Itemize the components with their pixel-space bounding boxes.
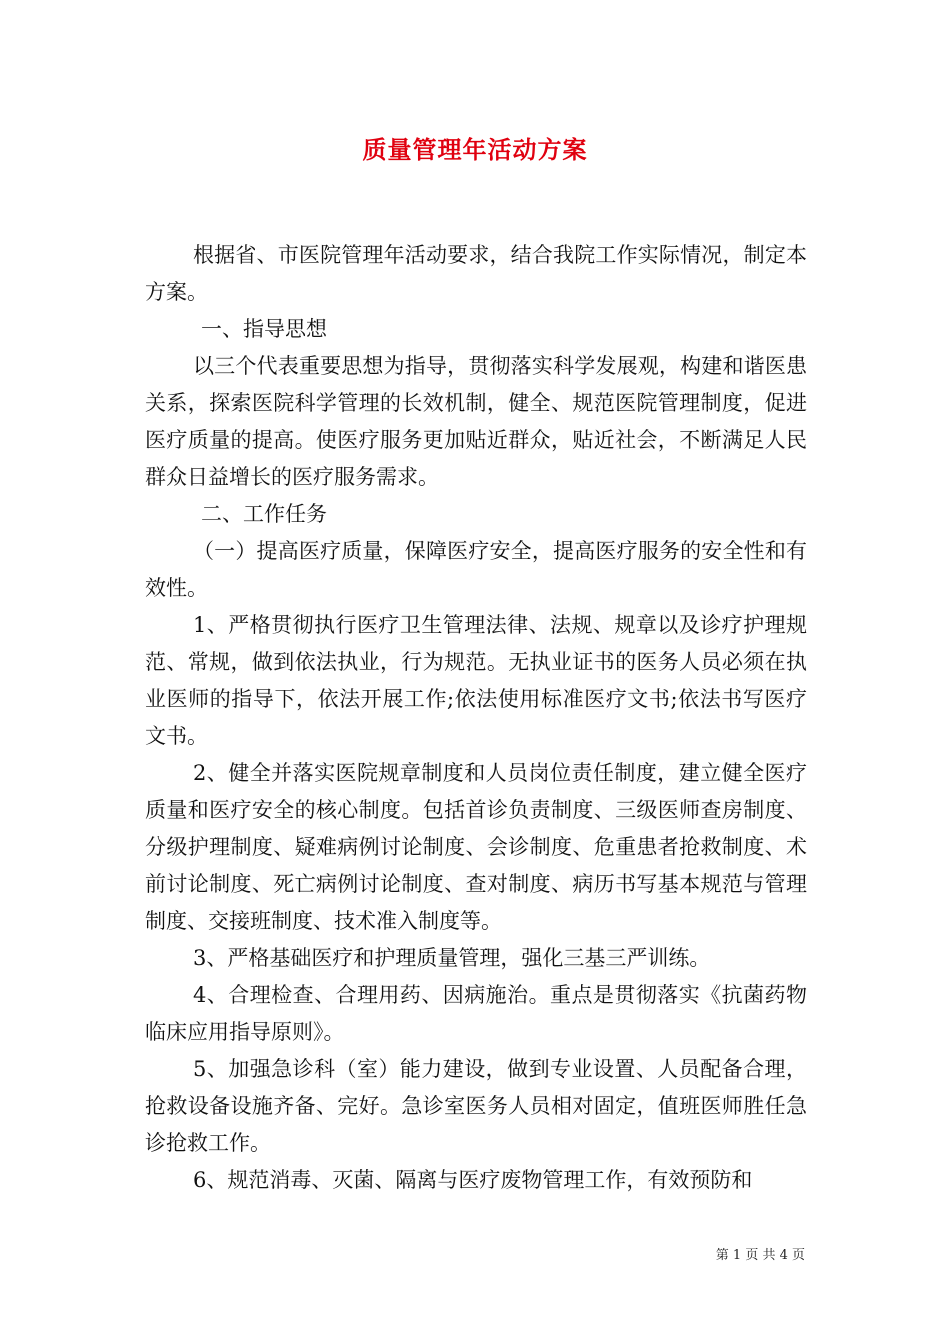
task-item-5: 5、加强急诊科（室）能力建设，做到专业设置、人员配备合理，抢救设备设施齐备、完好。急诊室医务人员相对固定，值班医师胜任急诊抢救工作。 xyxy=(145,1057,807,1155)
task-item-2: 2、健全并落实医院规章制度和人员岗位责任制度，建立健全医疗质量和医疗安全的核心制度。包括首诊负责制度、三级医师查房制度、分级护理制度、疑难病例讨论制度、会诊制度、危重患者抢救制度、术前讨论制度、死亡病例讨论制度、查对制度、病历书写基本规范与管理制度、交接班制度、技术准入制度等。 xyxy=(145,761,807,933)
section-heading-work-tasks: 二、工作任务 xyxy=(201,502,327,526)
task-item-3: 3、严格基础医疗和护理质量管理，强化三基三严训练。 xyxy=(193,946,711,970)
paragraph-intro: 根据省、市医院管理年活动要求，结合我院工作实际情况，制定本方案。 xyxy=(145,243,807,304)
task-item-1: 1、严格贯彻执行医疗卫生管理法律、法规、规章以及诊疗护理规范、常规，做到依法执业，行为规范。无执业证书的医务人员必须在执业医师的指导下，依法开展工作;依法使用标准医疗文书;依法书写医疗文书。 xyxy=(145,613,807,748)
document-title: 质量管理年活动方案 xyxy=(362,135,588,164)
task-item-4: 4、合理检查、合理用药、因病施治。重点是贯彻落实《抗菌药物临床应用指导原则》。 xyxy=(145,983,807,1044)
paragraph-guiding-ideology: 以三个代表重要思想为指导，贯彻落实科学发展观，构建和谐医患关系，探索医院科学管理的长效机制，健全、规范医院管理制度，促进医疗质量的提高。使医疗服务更加贴近群众，贴近社会，不断满足人民群众日益增长的医疗服务需求。 xyxy=(145,354,807,489)
subsection-heading-1: （一）提高医疗质量，保障医疗安全，提高医疗服务的安全性和有效性。 xyxy=(145,539,807,600)
section-heading-guiding-ideology: 一、指导思想 xyxy=(201,317,327,341)
task-item-6: 6、规范消毒、灭菌、隔离与医疗废物管理工作，有效预防和 xyxy=(193,1168,753,1192)
page-number: 第 1 页 共 4 页 xyxy=(715,1248,805,1263)
document-body xyxy=(145,237,807,1199)
